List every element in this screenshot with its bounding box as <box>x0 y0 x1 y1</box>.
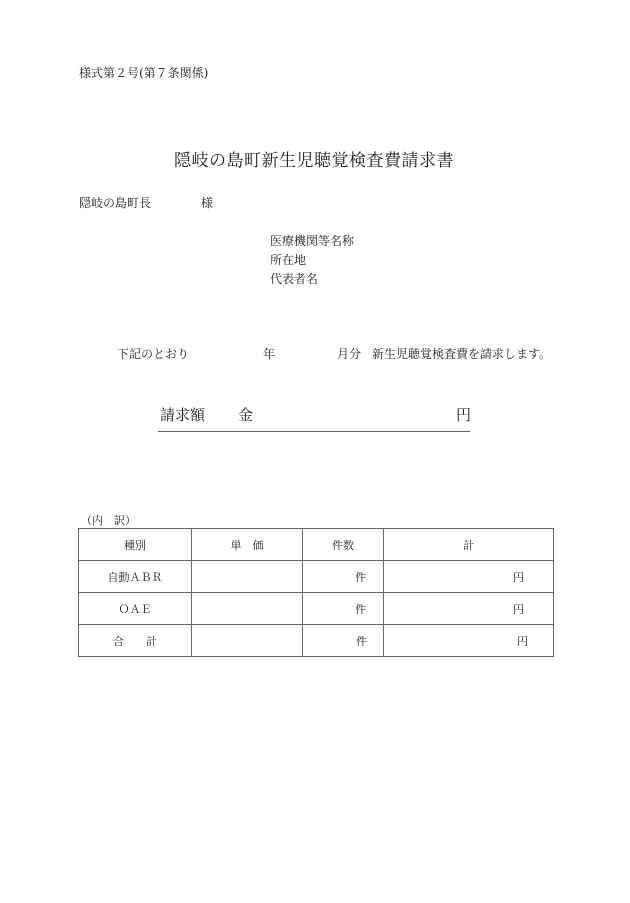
breakdown-table <box>78 528 554 657</box>
addressee-honorific: 様 <box>201 196 214 210</box>
statement-prefix: 下記のとおり <box>117 347 190 361</box>
table-row-total <box>79 625 554 657</box>
table-row <box>79 593 554 625</box>
header-unit-price: 単 価 <box>192 529 303 561</box>
claim-kin-label: 金 <box>238 406 254 424</box>
claim-yen-unit: 円 <box>456 406 472 424</box>
row-total: 円 <box>384 593 554 625</box>
row-total: 円 <box>384 625 554 657</box>
row-unit-price <box>192 561 303 593</box>
table-row <box>79 561 554 593</box>
row-unit-price <box>192 625 303 657</box>
institution-name-label: 医療機関等名称 <box>270 234 355 248</box>
addressee-name: 隠岐の島町長 <box>79 196 152 210</box>
row-unit-price <box>192 593 303 625</box>
header-count: 件数 <box>303 529 384 561</box>
statement-year-unit: 年 <box>263 347 276 361</box>
row-count: 件 <box>303 593 384 625</box>
address-label: 所在地 <box>270 253 307 267</box>
row-type: 自動ＡＢＲ <box>79 561 192 593</box>
representative-label: 代表者名 <box>270 272 319 286</box>
row-type: ＯＡＥ <box>79 593 192 625</box>
form-number: 様式第２号(第７条関係) <box>79 66 209 80</box>
document-title: 隠岐の島町新生児聴覚検査費請求書 <box>174 151 454 171</box>
breakdown-label: （内 訳） <box>81 514 136 527</box>
statement-suffix: 新生児聴覚検査費を請求します。 <box>372 347 552 361</box>
table-header-row <box>79 529 554 561</box>
row-count: 件 <box>303 561 384 593</box>
row-total: 円 <box>384 561 554 593</box>
claim-amount-label: 請求額 <box>160 406 206 424</box>
header-total: 計 <box>384 529 554 561</box>
row-count: 件 <box>303 625 384 657</box>
row-type: 合 計 <box>79 625 192 657</box>
claim-amount-underline <box>158 431 470 432</box>
header-type: 種別 <box>79 529 192 561</box>
statement-month-unit: 月分 <box>337 347 362 361</box>
